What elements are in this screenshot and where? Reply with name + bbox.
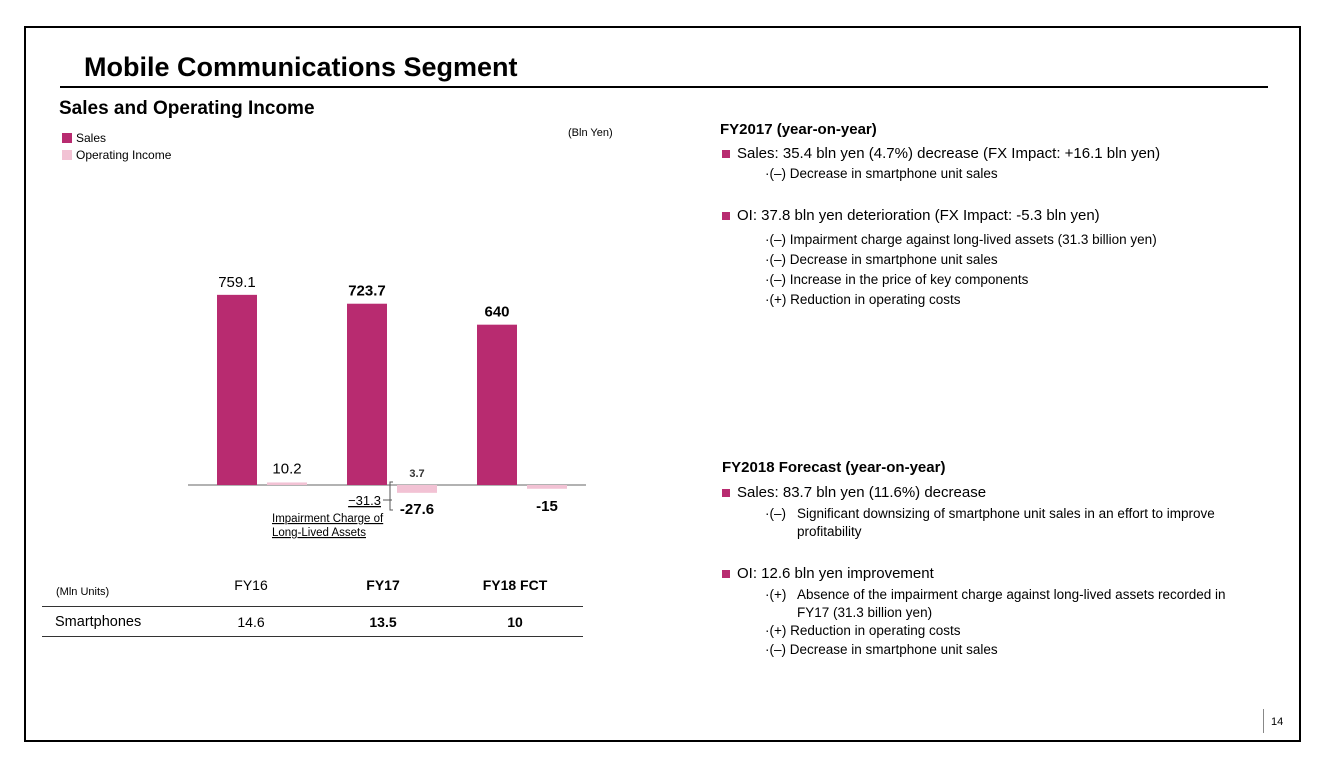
fy2017-sales-text: Sales: 35.4 bln yen (4.7%) decrease (FX Impact: +16.1 bln yen) [737, 145, 1161, 162]
fy2018-oi-sub-2: ·(+) Reduction in operating costs [765, 623, 961, 638]
oi-value-label: -27.6 [399, 500, 435, 518]
page-number-divider [1263, 709, 1264, 733]
fy2018-oi-text: OI: 12.6 bln yen improvement [737, 565, 934, 582]
units-table-header-fy16: FY16 [234, 577, 268, 593]
fy2018-heading: FY2018 Forecast (year-on-year) [722, 459, 946, 476]
sales-value-label: 723.7 [348, 282, 386, 300]
oi-value-label: 10.2 [272, 460, 302, 478]
fy2018-oi-sub1-prefix: ·(+) [765, 587, 787, 602]
fy2017-heading: FY2017 (year-on-year) [720, 121, 877, 138]
units-table-header-fy17: FY17 [366, 577, 400, 593]
oi-bar-fy17-impairment [397, 485, 437, 493]
fy2017-oi-text: OI: 37.8 bln yen deterioration (FX Impact: -5.3 bln yen) [737, 207, 1100, 224]
fy2018-oi-sub1-line2: FY17 (31.3 billion yen) [797, 605, 933, 620]
bullet-square-icon [722, 489, 730, 497]
fy2017-sales-bullet [722, 145, 1160, 162]
oi-fy17-excl-impairment-label: 3.7 [409, 468, 425, 481]
impairment-annotation-line2: Long-Lived Assets [272, 527, 366, 539]
fy2018-oi-sub1-line1: Absence of the impairment charge against long-lived assets recorded in [797, 587, 1226, 602]
units-table-value-fy18: 10 [507, 614, 523, 630]
unit-label: (Bln Yen) [568, 127, 613, 139]
fy2018-sales-sub-line1: Significant downsizing of smartphone unit sales in an effort to improve [797, 506, 1215, 521]
fy2018-sales-sub-prefix: ·(–) [765, 506, 786, 521]
bullet-square-icon [722, 212, 730, 220]
units-table-header-fy18: FY18 FCT [482, 577, 548, 593]
sales-bar-fy16 [217, 295, 257, 485]
chart-section-title: Sales and Operating Income [59, 98, 315, 119]
fy2017-oi-sub-1: ·(–) Impairment charge against long-lived assets (31.3 billion yen) [765, 232, 1157, 247]
legend-sales-label: Sales [76, 131, 107, 145]
fy2017-oi-sub-4: ·(+) Reduction in operating costs [765, 292, 961, 307]
fy2017-oi-sub-2: ·(–) Decrease in smartphone unit sales [765, 252, 998, 267]
legend-oi-label: Operating Income [76, 148, 172, 162]
fy2018-oi-sub-3: ·(–) Decrease in smartphone unit sales [765, 642, 998, 657]
units-table-row-label: Smartphones [55, 614, 142, 630]
impairment-value-label: −31.3 [348, 493, 381, 508]
bar-chart [0, 0, 700, 560]
sales-value-label: 759.1 [218, 273, 256, 291]
impairment-bracket [390, 482, 393, 510]
page-title: Mobile Communications Segment [84, 52, 518, 82]
oi-value-label: -15 [536, 497, 558, 515]
units-table-rule-bottom [42, 636, 583, 637]
fy2018-sales-bullet [722, 484, 986, 501]
fy2017-oi-bullet [722, 207, 1100, 224]
oi-bar-fy17-excl-impairment [397, 484, 437, 485]
sales-bar-fy17 [347, 304, 387, 485]
impairment-annotation-line1: Impairment Charge of [272, 513, 384, 525]
units-table-rule-top [42, 606, 583, 607]
fy2018-oi-bullet [722, 565, 934, 582]
units-table-unit-label: (Mln Units) [56, 586, 110, 598]
sales-value-label: 640 [484, 303, 510, 321]
bullet-square-icon [722, 150, 730, 158]
fy2018-sales-text: Sales: 83.7 bln yen (11.6%) decrease [737, 484, 987, 501]
bullet-square-icon [722, 570, 730, 578]
page-number: 14 [1271, 716, 1284, 728]
oi-bar-fy18-fct [527, 485, 567, 489]
fy2017-oi-sub-3: ·(–) Increase in the price of key components [765, 272, 1029, 287]
units-table-value-fy17: 13.5 [369, 614, 397, 630]
fy2018-sales-sub-line2: profitability [797, 524, 862, 539]
fy2017-sales-sub-1: ·(–) Decrease in smartphone unit sales [765, 166, 998, 181]
sales-bar-fy18-fct [477, 325, 517, 485]
units-table-value-fy16: 14.6 [237, 614, 265, 630]
oi-bar-fy16 [267, 482, 307, 485]
